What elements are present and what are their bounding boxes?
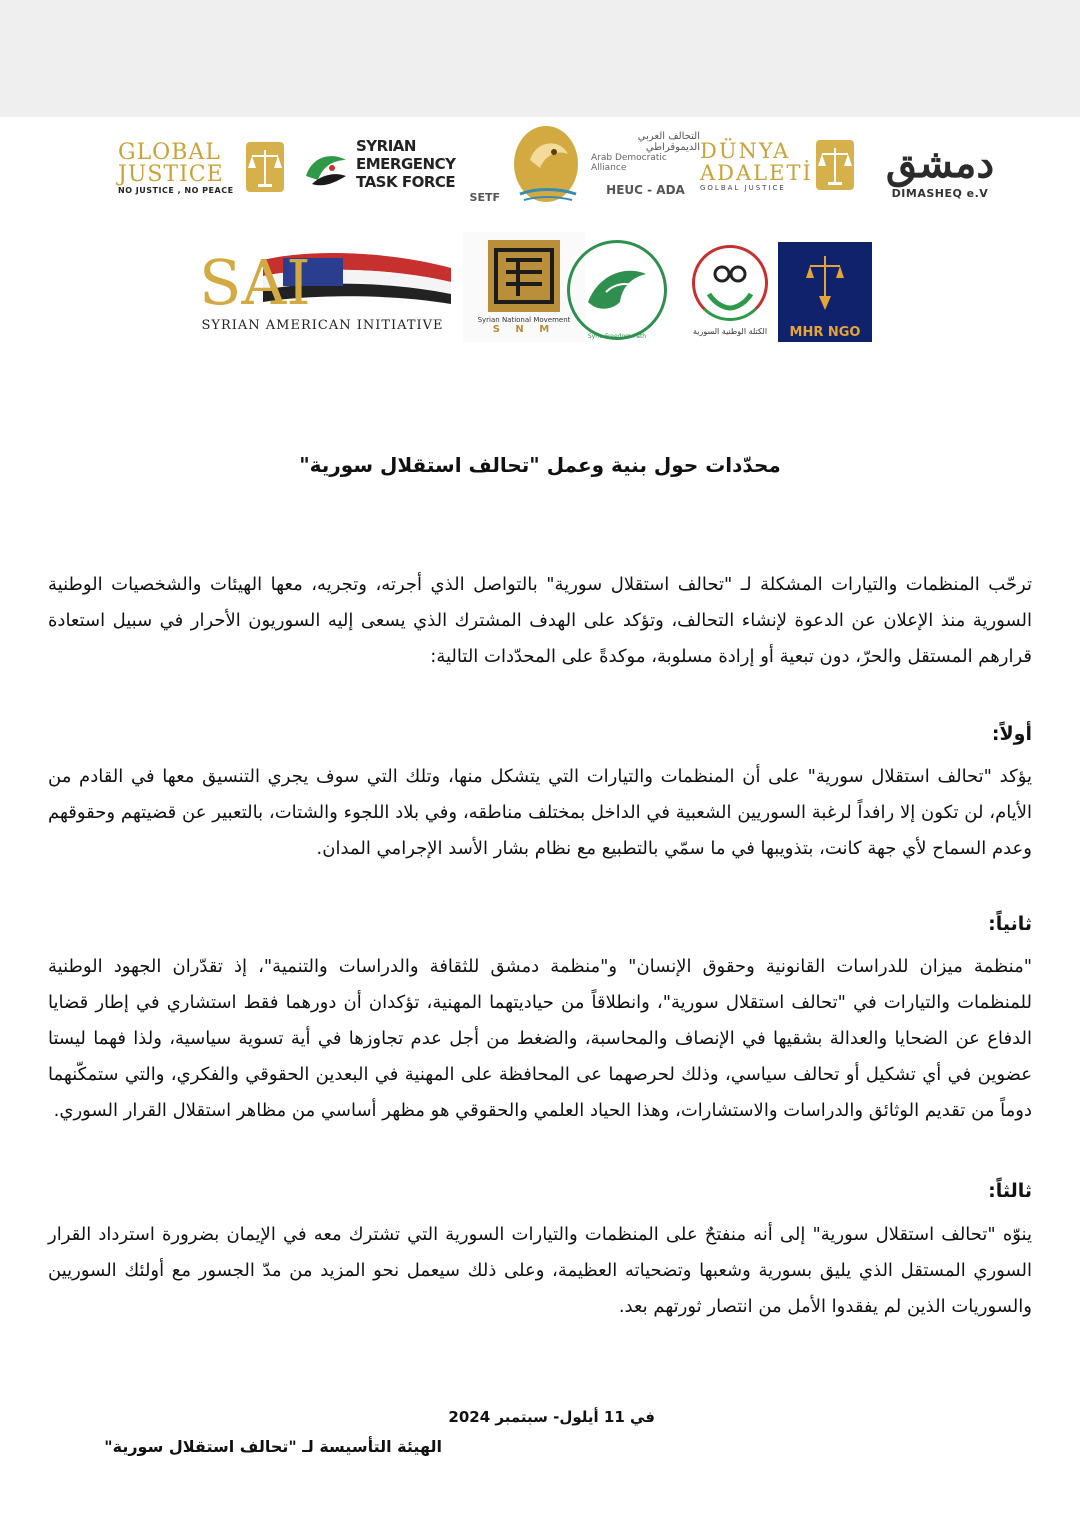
mhr-name: MHR NGO: [789, 325, 861, 340]
eagle-icon: [510, 120, 585, 208]
global-justice-line1: GLOBAL: [118, 139, 221, 165]
sai-mark: SAI: [198, 245, 311, 312]
global-justice-tagline: NO JUSTICE , NO PEACE: [118, 185, 234, 195]
section-heading-third: ثالثاً:: [988, 1180, 1032, 1202]
dunya-line2: ADALETİ: [700, 161, 813, 185]
section-paragraph-third: ينوّه "تحالف استقلال سورية" إلى أنه منفتحٌ على المنظمات والتيارات السورية التي تشترك معه في الإيمان بضرورة استرداد القرار السوري المستقل الذي يليق بسورية وشعبها وتضحياته العظيمة، وعلى ذلك سيعمل نحو المزيد من مدّ الجسور مع أولئك السوريين والسوريات الذين لم يفقدوا الأمل من انتصار ثورتهم بعد.: [48, 1224, 1032, 1317]
sai-flag-emblem-icon: [193, 242, 453, 312]
dunya-tagline: GOLBAL JUSTICE: [700, 184, 786, 192]
page-title: محدّدات حول بنية وعمل "تحالف استقلال سورية": [299, 453, 781, 477]
setf-line1: SYRIAN EMERGENCY: [356, 136, 456, 173]
mhr-ngo-logo: [778, 242, 872, 342]
global-justice-line2: JUSTICE: [118, 161, 224, 187]
intro-paragraph: ترحّب المنظمات والتيارات المشكلة لـ "تحالف استقلال سورية" بالتواصل الذي أجرته، وتجريه، معها الهيئات والشخصيات الوطنية السورية منذ الإعلان عن الدعوة لإنشاء التحالف، وتؤكد على الهدف المشترك الذي يسعى إليه السوريون الأحرار في سبيل استعادة قرارهم المستقل والحرّ، دون تبعية أو إرادة مسلوبة، موكدةً على المحدّدات التالية:: [48, 574, 1032, 667]
global-justice-logo: [118, 140, 288, 196]
national-bloc-logo: [688, 236, 772, 344]
hands-icon: [692, 245, 768, 321]
scale-pen-icon: [806, 252, 844, 312]
section-paragraph-first: يؤكد "تحالف استقلال سورية" على أن المنظمات والتيارات التي يتشكل منها، وتلك التي سوف يجري التنسيق معها في القادم من الأيام، لن تكون إلا رافداً لرغبة السوريين الشعبية في الداخل بمختلف مناطقه، وفي بلاد اللجوء والشتات، بالتعبير عن قضيتهم وحقوقهم وعدم السماح لأي جهة كانت، بتذويبها في ما سمّي بالتطبيع مع نظام بشار الأسد الإجرامي المدان.: [48, 766, 1032, 859]
setf-line2: TASK FORCE: [356, 172, 456, 191]
dimasheq-arabic-name: دمشق: [885, 139, 995, 187]
top-margin-bar: [0, 0, 1080, 117]
sfp-english-name: Syria Freedom Path: [587, 333, 647, 340]
dunya-line1: DÜNYA: [700, 139, 791, 163]
section-heading-second: ثانياً:: [988, 913, 1032, 935]
document-date: في 11 أيلول- سبتمبر 2024: [448, 1408, 655, 1426]
setf-emblem-icon: [302, 146, 350, 194]
sai-english-name: SYRIAN AMERICAN INITIATIVE: [201, 317, 444, 333]
signature: الهيئة التأسيسة لـ "تحالف استقلال سورية": [104, 1437, 442, 1456]
national-bloc-arabic-name: الكتلة الوطنية السورية: [692, 326, 768, 336]
heuc-arabic-name: التحالف العربي الديموقراطي: [637, 131, 700, 153]
dimasheq-logo: [870, 130, 1010, 210]
snm-english-name: Syrian National Movement: [477, 315, 571, 324]
dimasheq-english-name: DIMASHEQ e.V: [891, 186, 989, 200]
setf-logo: [302, 135, 500, 205]
heuc-abbr: HEUC - ADA: [606, 183, 685, 197]
syria-freedom-path-logo: [563, 236, 671, 344]
snm-abbr: S N M: [492, 323, 556, 335]
dunya-adaleti-logo: [700, 138, 858, 194]
justice-scale-icon: [246, 142, 284, 192]
dove-icon: [567, 240, 667, 340]
justice-scale-icon: [816, 140, 854, 190]
snm-calligraphy-icon: [488, 240, 560, 312]
section-paragraph-second: "منظمة ميزان للدراسات القانونية وحقوق الإنسان" و"منظمة دمشق للثقافة والدراسات والتنمية"، إذ تقدّران الجهود الوطنية للمنظمات والتيارات في "تحالف استقلال سورية"، وانطلاقاً من حياديتهما المهنية، تؤكدان أن دورهما فقط استشاري في إطار قضايا الدفاع عن الضحايا والعدالة بشقيها في الإنصاف والمحاسبة، والضغط من أجل عدم تجاوزها في أية تسوية سياسية، ولذا فهما ليستا عضوين في أي تشكيل أو تحالف سياسي، وذلك لحرصهما عى المحافظة على المهنية في البعدين الحقوقي والفكري، والتي ستمكّنهما دوماً من تقديم الوثائق والدراسات والاستشارات، وهذا الحياد العلمي والحقوقي هو مظهر أساسي من مظاهر استقلال القرار السوري.: [48, 956, 1032, 1121]
section-heading-first: أولاً:: [991, 723, 1032, 745]
heuc-english-name: Arab Democratic Alliance: [591, 153, 667, 173]
sai-logo: [185, 232, 460, 342]
heuc-ada-logo: [510, 118, 700, 210]
setf-abbr: SETF: [469, 190, 500, 204]
